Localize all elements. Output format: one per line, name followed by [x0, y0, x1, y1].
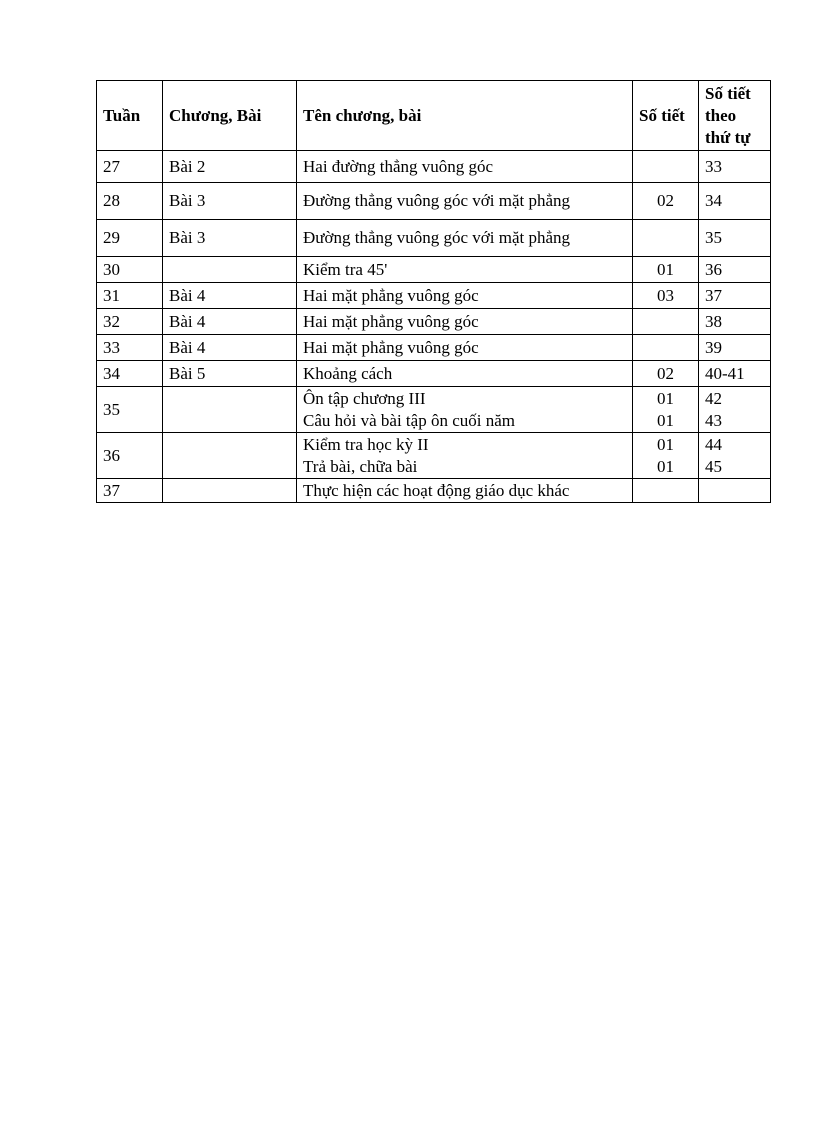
cell-so-tiet-line: 02: [657, 363, 674, 383]
cell-ten-chuong-bai: [297, 387, 633, 433]
cell-so-tiet-line: 01: [657, 259, 674, 279]
cell-tuan: 36: [97, 433, 163, 479]
cell-so-tiet: [633, 257, 699, 283]
cell-chuong-bai: Bài 3: [163, 220, 297, 257]
cell-chuong-bai: Bài 5: [163, 361, 297, 387]
cell-so-tiet-line: 02: [657, 191, 674, 210]
header-tuan: Tuần: [97, 81, 163, 151]
cell-so-tiet-thu-tu-line: 39: [705, 337, 722, 357]
cell-so-tiet-thu-tu: [699, 387, 771, 433]
cell-so-tiet-thu-tu: [699, 257, 771, 283]
cell-so-tiet-line: 01: [657, 456, 674, 476]
cell-ten-chuong-bai-line: Hai mặt phẳng vuông góc: [303, 311, 479, 331]
cell-ten-chuong-bai: [297, 479, 633, 503]
cell-ten-chuong-bai: [297, 183, 633, 220]
cell-ten-chuong-bai-line: Câu hỏi và bài tập ôn cuối năm: [303, 410, 515, 430]
table-header-row: [97, 81, 771, 151]
cell-chuong-bai: Bài 2: [163, 151, 297, 183]
cell-tuan: 28: [97, 183, 163, 220]
cell-tuan: 32: [97, 309, 163, 335]
cell-so-tiet-thu-tu-line: 40-41: [705, 363, 745, 383]
cell-tuan: 34: [97, 361, 163, 387]
cell-tuan: 37: [97, 479, 163, 503]
cell-ten-chuong-bai-line: Đường thẳng vuông góc với mặt phẳng: [303, 228, 571, 247]
cell-so-tiet: [633, 220, 699, 257]
lesson-plan-table: [96, 80, 771, 503]
cell-so-tiet: [633, 183, 699, 220]
cell-chuong-bai: [163, 433, 297, 479]
cell-so-tiet-thu-tu-line: 43: [705, 410, 722, 430]
cell-so-tiet: [633, 361, 699, 387]
cell-so-tiet-thu-tu: [699, 479, 771, 503]
cell-so-tiet-line: 01: [657, 388, 674, 408]
header-so-tiet-thu-tu-line: theo: [705, 105, 737, 125]
table-row: [97, 257, 771, 283]
cell-so-tiet-thu-tu-line: 45: [705, 456, 722, 476]
cell-tuan: 29: [97, 220, 163, 257]
cell-ten-chuong-bai-line: Kiểm tra 45': [303, 259, 388, 279]
cell-ten-chuong-bai: [297, 283, 633, 309]
table-row: [97, 151, 771, 183]
cell-chuong-bai: Bài 4: [163, 283, 297, 309]
cell-so-tiet-thu-tu: [699, 335, 771, 361]
header-so-tiet-thu-tu-line: thứ tự: [705, 127, 751, 147]
cell-so-tiet: [633, 151, 699, 183]
cell-so-tiet-line: 01: [657, 434, 674, 454]
cell-ten-chuong-bai-line: Thực hiện các hoạt động giáo dục khác: [303, 480, 570, 500]
cell-chuong-bai: Bài 4: [163, 335, 297, 361]
cell-so-tiet: [633, 479, 699, 503]
table-row: [97, 335, 771, 361]
header-so-tiet-thu-tu-line: Số tiết: [705, 83, 751, 103]
cell-so-tiet-thu-tu-line: 33: [705, 156, 722, 176]
cell-tuan: 35: [97, 387, 163, 433]
cell-so-tiet-thu-tu-line: 35: [705, 228, 722, 247]
cell-so-tiet-thu-tu-line: 38: [705, 311, 722, 331]
cell-so-tiet: [633, 387, 699, 433]
cell-so-tiet-thu-tu-line: 36: [705, 259, 722, 279]
cell-tuan: 30: [97, 257, 163, 283]
cell-chuong-bai: [163, 387, 297, 433]
cell-so-tiet-thu-tu-line: 42: [705, 388, 722, 408]
cell-so-tiet: [633, 309, 699, 335]
cell-so-tiet-thu-tu: [699, 220, 771, 257]
cell-chuong-bai: [163, 479, 297, 503]
cell-ten-chuong-bai-line: Hai mặt phẳng vuông góc: [303, 337, 479, 357]
cell-so-tiet-thu-tu: [699, 151, 771, 183]
cell-so-tiet-thu-tu-line: 44: [705, 434, 722, 454]
cell-so-tiet-thu-tu-line: 37: [705, 285, 722, 305]
table-row: [97, 309, 771, 335]
cell-chuong-bai: Bài 4: [163, 309, 297, 335]
cell-ten-chuong-bai: [297, 433, 633, 479]
cell-so-tiet-thu-tu: [699, 309, 771, 335]
header-so-tiet: Số tiết: [633, 81, 699, 151]
cell-ten-chuong-bai-line: Ôn tập chương III: [303, 388, 426, 408]
cell-ten-chuong-bai: [297, 361, 633, 387]
cell-chuong-bai: [163, 257, 297, 283]
table-row: [97, 220, 771, 257]
cell-ten-chuong-bai: [297, 151, 633, 183]
header-chuong-bai: Chương, Bài: [163, 81, 297, 151]
header-ten-chuong-bai: Tên chương, bài: [297, 81, 633, 151]
cell-so-tiet-line: 01: [657, 410, 674, 430]
cell-so-tiet: [633, 335, 699, 361]
cell-tuan: 31: [97, 283, 163, 309]
cell-ten-chuong-bai: [297, 220, 633, 257]
table-row: [97, 183, 771, 220]
header-so-tiet-thu-tu: [699, 81, 771, 151]
cell-ten-chuong-bai-line: Kiểm tra học kỳ II: [303, 434, 429, 454]
cell-so-tiet: [633, 283, 699, 309]
cell-ten-chuong-bai: [297, 309, 633, 335]
cell-ten-chuong-bai-line: Đường thẳng vuông góc với mặt phẳng: [303, 191, 571, 210]
cell-so-tiet-line: 03: [657, 285, 674, 305]
table-row: [97, 433, 771, 479]
table-row: [97, 387, 771, 433]
table-body: [97, 151, 771, 503]
table-row: [97, 283, 771, 309]
cell-so-tiet: [633, 433, 699, 479]
table-row: [97, 361, 771, 387]
cell-ten-chuong-bai: [297, 335, 633, 361]
cell-ten-chuong-bai-line: Hai đường thẳng vuông góc: [303, 156, 494, 176]
cell-so-tiet-thu-tu: [699, 361, 771, 387]
table-row: [97, 479, 771, 503]
cell-tuan: 27: [97, 151, 163, 183]
cell-chuong-bai: Bài 3: [163, 183, 297, 220]
cell-so-tiet-thu-tu: [699, 433, 771, 479]
cell-so-tiet-thu-tu: [699, 183, 771, 220]
cell-ten-chuong-bai-line: Trả bài, chữa bài: [303, 456, 418, 476]
cell-so-tiet-thu-tu: [699, 283, 771, 309]
cell-so-tiet-thu-tu-line: 34: [705, 191, 722, 210]
cell-ten-chuong-bai: [297, 257, 633, 283]
cell-ten-chuong-bai-line: Khoảng cách: [303, 363, 393, 383]
cell-ten-chuong-bai-line: Hai mặt phẳng vuông góc: [303, 285, 479, 305]
cell-tuan: 33: [97, 335, 163, 361]
